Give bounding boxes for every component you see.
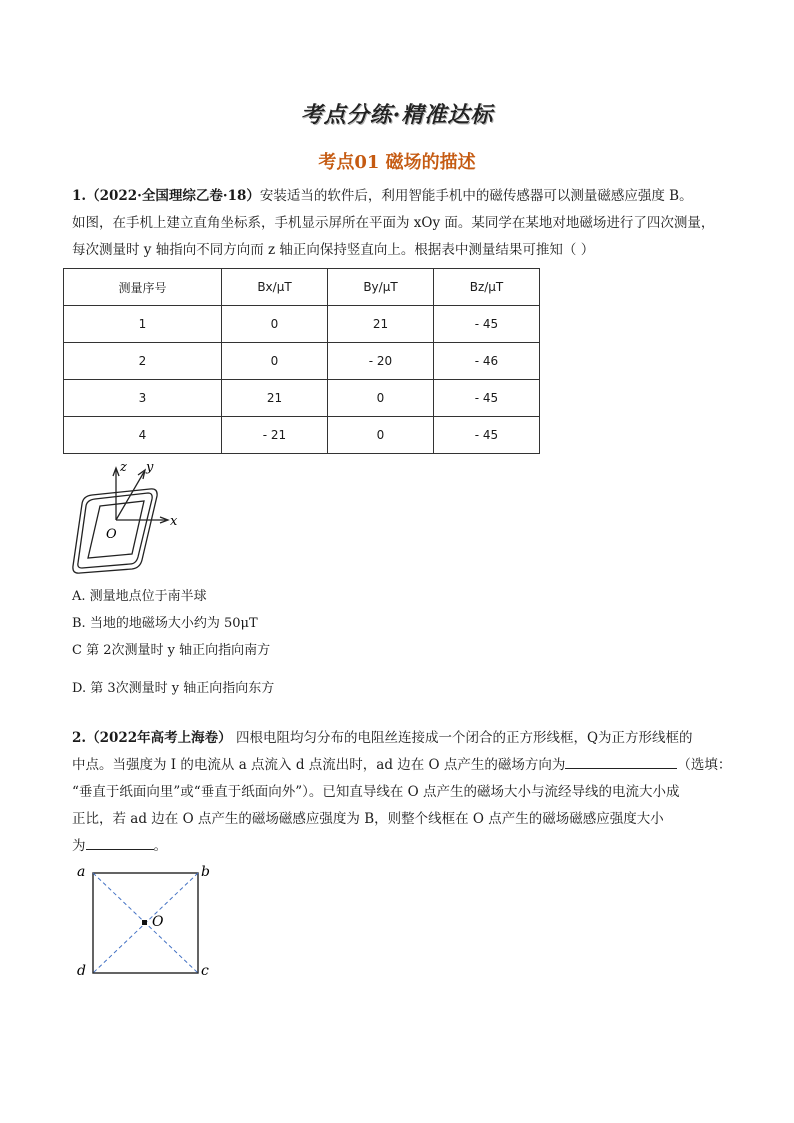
- table-header-cell: 测量序号: [64, 269, 222, 306]
- y-label: y: [146, 462, 154, 475]
- q2-line3: “垂直于纸面向里”或“垂直于纸面向外”）。已知直导线在 O 点产生的磁场大小与流经导线的电流大小成: [72, 784, 680, 800]
- question-2-text: [72, 725, 732, 860]
- table-cell: 0: [222, 306, 328, 343]
- table-cell: 0: [222, 343, 328, 380]
- table-cell: 21: [222, 380, 328, 417]
- q1-option-c: C 第 2次测量时 y 轴正向指向南方: [72, 643, 271, 658]
- table-cell: - 45: [434, 380, 540, 417]
- q2-line1: 四根电阻均匀分布的电阻丝连接成一个闭合的正方形线框，Q为正方形线框的: [231, 730, 693, 746]
- table-row: [64, 417, 540, 454]
- q2-line4: 正比，若 ad 边在 O 点产生的磁场磁感应强度为 B，则整个线框在 O 点产生的磁场磁感应强度大小: [72, 811, 664, 827]
- measurement-table: [63, 268, 540, 454]
- q2-answer-blank-2[interactable]: [86, 849, 154, 850]
- q1-number: 1.: [72, 188, 87, 204]
- label-b: b: [201, 864, 210, 880]
- square-frame-figure: [74, 862, 224, 982]
- table-cell: 4: [64, 417, 222, 454]
- q1-line3: 每次测量时 y 轴指向不同方向而 z 轴正向保持竖直向上。根据表中测量结果可推知（ ）: [72, 242, 595, 258]
- table-cell: 3: [64, 380, 222, 417]
- q1-line1: 安装适当的软件后，利用智能手机中的磁传感器可以测量磁感应强度 B。: [259, 188, 693, 204]
- label-a: a: [77, 864, 86, 880]
- table-cell: 2: [64, 343, 222, 380]
- q2-line2a: 中点。当强度为 I 的电流从 a 点流入 d 点流出时，ad 边在 O 点产生的磁场方向为: [72, 757, 566, 773]
- q1-source: （2022·全国理综乙卷·18）: [86, 188, 260, 204]
- z-label: z: [120, 462, 127, 475]
- q2-number: 2.: [72, 730, 87, 746]
- banner-title: 考点分练·精准达标: [300, 102, 494, 128]
- center-dot: [142, 920, 147, 925]
- table-cell: - 21: [222, 417, 328, 454]
- table-cell: - 20: [328, 343, 434, 380]
- phone-axes-figure: [64, 462, 194, 577]
- origin-label: O: [106, 527, 117, 542]
- table-header-row: [64, 269, 540, 306]
- table-cell: 21: [328, 306, 434, 343]
- x-label: x: [170, 514, 178, 529]
- table-cell: 1: [64, 306, 222, 343]
- label-d: d: [77, 963, 86, 979]
- q2-line5a: 为: [72, 838, 86, 854]
- table-header-cell: Bz/μT: [434, 269, 540, 306]
- q1-option-d: D. 第 3次测量时 y 轴正向指向东方: [72, 681, 275, 696]
- table-cell: - 45: [434, 417, 540, 454]
- section-title: 考点01 磁场的描述: [318, 152, 476, 173]
- q2-source: （2022年高考上海卷）: [86, 730, 232, 746]
- table-header-cell: By/μT: [328, 269, 434, 306]
- table-header-cell: Bx/μT: [222, 269, 328, 306]
- table-row: [64, 343, 540, 380]
- table-cell: - 46: [434, 343, 540, 380]
- question-1-text: [72, 183, 732, 264]
- label-o: O: [152, 914, 164, 930]
- table-cell: 0: [328, 417, 434, 454]
- q1-option-b: B. 当地的地磁场大小约为 50μT: [72, 616, 258, 631]
- table-row: [64, 306, 540, 343]
- q2-line5b: 。: [153, 838, 167, 854]
- table-row: [64, 380, 540, 417]
- table-cell: 0: [328, 380, 434, 417]
- q2-answer-blank-1[interactable]: [565, 768, 677, 769]
- q1-option-a: A. 测量地点位于南半球: [72, 589, 207, 604]
- label-c: c: [201, 963, 209, 979]
- q2-line2b: （选填：: [677, 757, 732, 773]
- q1-line2: 如图，在手机上建立直角坐标系，手机显示屏所在平面为 xOy 面。某同学在某地对地磁场进行了四次测量，: [72, 215, 715, 231]
- table-cell: - 45: [434, 306, 540, 343]
